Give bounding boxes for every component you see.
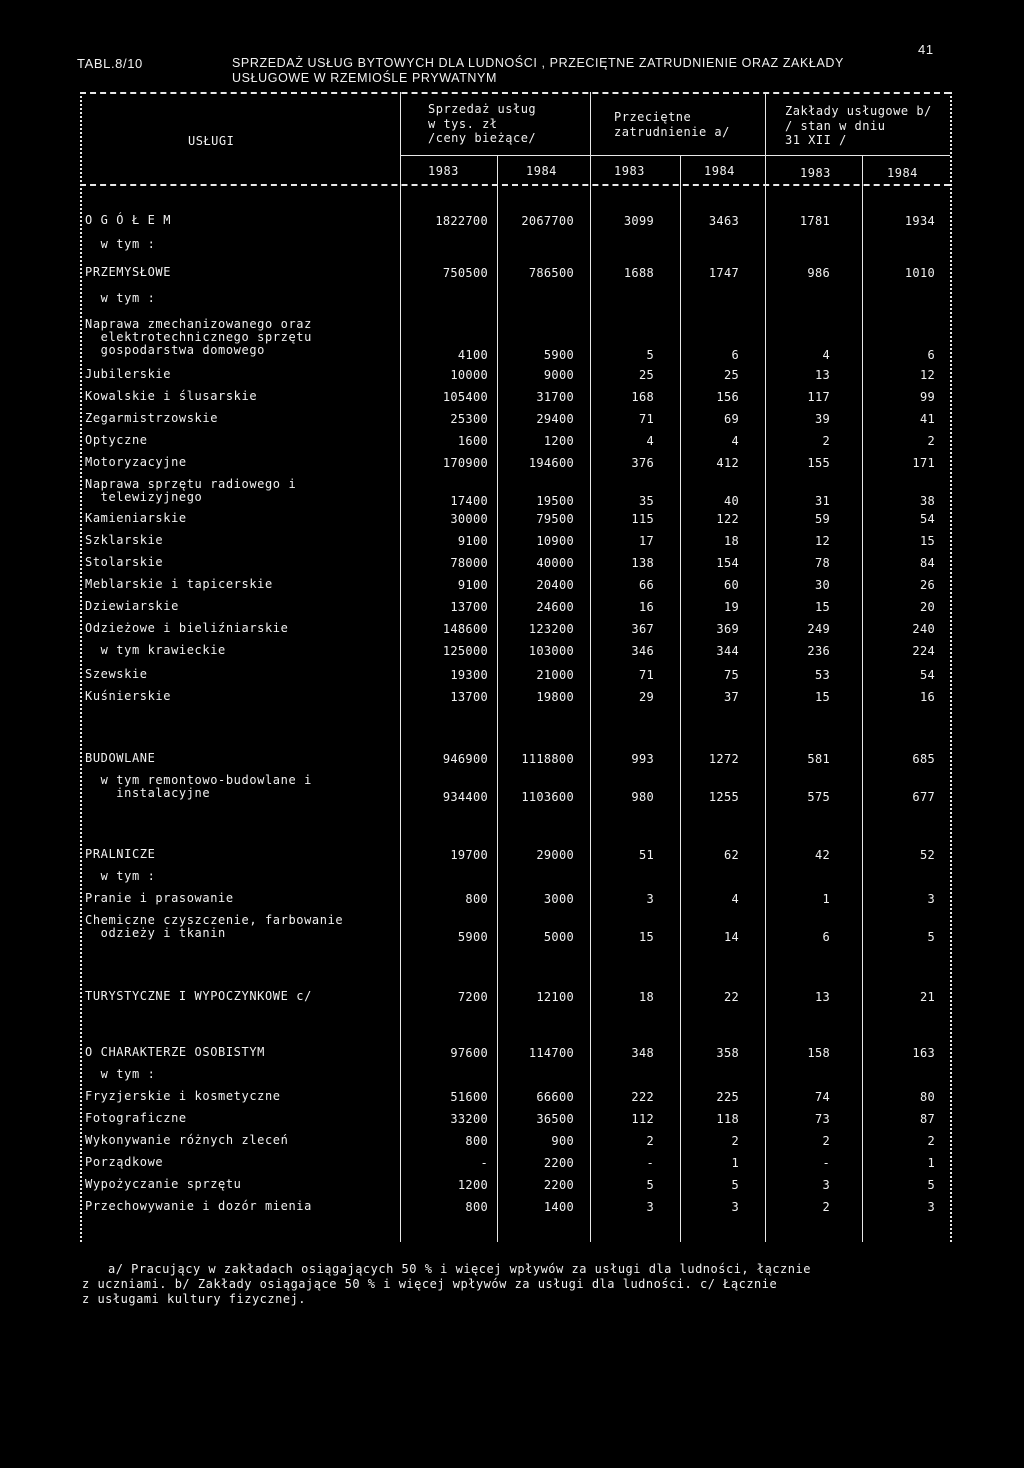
table-cell: 38 <box>919 494 935 508</box>
table-cell: 51 <box>638 848 654 862</box>
table-cell: 54 <box>919 512 935 526</box>
table-title-line1: SPRZEDAŻ USŁUG BYTOWYCH DLA LUDNOŚCI , PRZECIĘTNE ZATRUDNIENIE ORAZ ZAKŁADY <box>232 56 844 70</box>
table-cell: 222 <box>631 1090 654 1104</box>
table-cell: 1688 <box>623 266 654 280</box>
table-cell: 1010 <box>904 266 935 280</box>
table-cell: 900 <box>551 1134 574 1148</box>
table-cell: 69 <box>723 412 739 426</box>
table-cell: 117 <box>807 390 830 404</box>
table-cell: 5 <box>646 1178 654 1192</box>
year-header: 1983 <box>428 164 459 178</box>
year-header: 1984 <box>526 164 557 178</box>
table-cell: 1400 <box>543 1200 574 1214</box>
table-cell: 786500 <box>528 266 574 280</box>
row-label: Pranie i prasowanie <box>85 891 234 905</box>
table-cell: 26 <box>919 578 935 592</box>
table-cell: 3 <box>927 1200 935 1214</box>
year-header: 1983 <box>800 166 831 180</box>
table-cell: 2 <box>927 434 935 448</box>
table-cell: 3463 <box>708 214 739 228</box>
table-cell: 9100 <box>457 578 488 592</box>
table-cell: 156 <box>716 390 739 404</box>
table-cell: 4 <box>822 348 830 362</box>
table-cell: 1103600 <box>521 790 574 804</box>
table-cell: - <box>646 1156 654 1170</box>
table-cell: 158 <box>807 1046 830 1060</box>
table-cell: 62 <box>723 848 739 862</box>
table-cell: 53 <box>814 668 830 682</box>
table-cell: 115 <box>631 512 654 526</box>
table-cell: 236 <box>807 644 830 658</box>
table-cell: 17 <box>638 534 654 548</box>
table-cell: 13700 <box>450 690 488 704</box>
row-label: w tym : <box>85 291 156 305</box>
row-label: Szklarskie <box>85 533 164 547</box>
table-cell: 946900 <box>442 752 488 766</box>
table-right-border <box>950 92 952 1242</box>
table-cell: 59 <box>814 512 830 526</box>
employment-header-line1: Przeciętne <box>614 110 692 124</box>
table-cell: 13 <box>814 368 830 382</box>
table-cell: 4 <box>731 434 739 448</box>
table-cell: 4 <box>646 434 654 448</box>
table-cell: 36500 <box>536 1112 574 1126</box>
footnote-line2: z uczniami. b/ Zakłady osiągające 50 % i więcej wpływów za usługi dla ludności. c/ Łącznie <box>82 1277 778 1291</box>
table-cell: 84 <box>919 556 935 570</box>
table-cell: 1 <box>927 1156 935 1170</box>
plants-header-line1: Zakłady usługowe b/ <box>785 104 932 118</box>
row-label: w tym : <box>85 237 156 251</box>
table-cell: 9100 <box>457 534 488 548</box>
row-label: Fryzjerskie i kosmetyczne <box>85 1089 281 1103</box>
table-cell: 358 <box>716 1046 739 1060</box>
col-divider-5 <box>765 92 766 1242</box>
table-cell: 37 <box>723 690 739 704</box>
table-cell: 1747 <box>708 266 739 280</box>
table-cell: 12 <box>919 368 935 382</box>
table-cell: 25300 <box>450 412 488 426</box>
table-cell: 677 <box>912 790 935 804</box>
table-cell: 15 <box>919 534 935 548</box>
table-cell: 4 <box>731 892 739 906</box>
table-cell: 581 <box>807 752 830 766</box>
table-cell: 31 <box>814 494 830 508</box>
footnote-line1: a/ Pracujący w zakładach osiągających 50 % i więcej wpływów za usługi dla ludności, łącznie <box>108 1262 811 1276</box>
table-cell: 5 <box>646 348 654 362</box>
table-cell: 71 <box>638 412 654 426</box>
col-divider-3 <box>590 92 591 1242</box>
row-label: PRZEMYSŁOWE <box>85 265 172 279</box>
table-cell: 800 <box>465 1200 488 1214</box>
row-label: Stolarskie <box>85 555 164 569</box>
row-label: Kuśnierskie <box>85 689 172 703</box>
table-cell: 800 <box>465 892 488 906</box>
table-cell: 78000 <box>450 556 488 570</box>
table-cell: 3099 <box>623 214 654 228</box>
table-cell: 348 <box>631 1046 654 1060</box>
header-bottom-border <box>80 184 950 186</box>
row-label: Optyczne <box>85 433 148 447</box>
table-cell: 103000 <box>528 644 574 658</box>
table-cell: 2 <box>646 1134 654 1148</box>
table-cell: 5900 <box>457 930 488 944</box>
table-cell: 3 <box>927 892 935 906</box>
table-cell: 2200 <box>543 1156 574 1170</box>
table-cell: 5900 <box>543 348 574 362</box>
table-cell: 4100 <box>457 348 488 362</box>
row-label: Wypożyczanie sprzętu <box>85 1177 242 1191</box>
row-label: O CHARAKTERZE OSOBISTYM <box>85 1045 265 1059</box>
row-label: w tym : <box>85 1067 156 1081</box>
table-cell: 376 <box>631 456 654 470</box>
table-cell: 40000 <box>536 556 574 570</box>
row-label: Kowalskie i ślusarskie <box>85 389 258 403</box>
table-cell: 66 <box>638 578 654 592</box>
table-cell: 5 <box>731 1178 739 1192</box>
table-cell: 3 <box>646 892 654 906</box>
table-cell: 25 <box>638 368 654 382</box>
row-label: Jubilerskie <box>85 367 172 381</box>
row-label: Motoryzacyjne <box>85 455 187 469</box>
table-cell: 1781 <box>799 214 830 228</box>
table-title-line2: USŁUGOWE W RZEMIOŚLE PRYWATNYM <box>232 71 498 85</box>
table-cell: 74 <box>814 1090 830 1104</box>
row-label: O G Ó Ł E M <box>85 213 172 227</box>
table-cell: 194600 <box>528 456 574 470</box>
table-cell: 225 <box>716 1090 739 1104</box>
table-cell: 40 <box>723 494 739 508</box>
table-cell: 105400 <box>442 390 488 404</box>
table-cell: 31700 <box>536 390 574 404</box>
year-divider <box>400 155 950 156</box>
table-cell: 29 <box>638 690 654 704</box>
table-cell: 5000 <box>543 930 574 944</box>
table-cell: 19300 <box>450 668 488 682</box>
table-cell: 575 <box>807 790 830 804</box>
employment-header-line2: zatrudnienie a/ <box>614 125 730 139</box>
table-cell: 148600 <box>442 622 488 636</box>
row-label: Porządkowe <box>85 1155 164 1169</box>
table-cell: 30000 <box>450 512 488 526</box>
page-number: 41 <box>918 42 934 57</box>
table-cell: 29000 <box>536 848 574 862</box>
table-cell: 224 <box>912 644 935 658</box>
table-cell: 154 <box>716 556 739 570</box>
table-cell: 15 <box>638 930 654 944</box>
table-cell: 1272 <box>708 752 739 766</box>
row-label: TURYSTYCZNE I WYPOCZYNKOWE c/ <box>85 989 312 1003</box>
table-cell: 934400 <box>442 790 488 804</box>
row-label: Naprawa sprzętu radiowego i telewizyjnego <box>85 477 297 504</box>
table-cell: 19800 <box>536 690 574 704</box>
table-cell: 41 <box>919 412 935 426</box>
table-cell: 1822700 <box>435 214 488 228</box>
table-cell: 79500 <box>536 512 574 526</box>
table-cell: 17400 <box>450 494 488 508</box>
table-cell: 750500 <box>442 266 488 280</box>
table-cell: 125000 <box>442 644 488 658</box>
table-cell: 170900 <box>442 456 488 470</box>
table-cell: 5 <box>927 1178 935 1192</box>
services-column-header: USŁUGI <box>188 134 235 148</box>
table-cell: 20 <box>919 600 935 614</box>
table-number: TABL.8/10 <box>77 56 143 71</box>
table-cell: 118 <box>716 1112 739 1126</box>
table-cell: 5 <box>927 930 935 944</box>
row-label: Naprawa zmechanizowanego oraz elektrotechnicznego sprzętu gospodarstwa domowego <box>85 317 312 357</box>
table-cell: 123200 <box>528 622 574 636</box>
table-cell: 19500 <box>536 494 574 508</box>
table-cell: 2200 <box>543 1178 574 1192</box>
table-cell: 25 <box>723 368 739 382</box>
row-label: Meblarskie i tapicerskie <box>85 577 273 591</box>
table-cell: 18 <box>723 534 739 548</box>
row-label: w tym remontowo-budowlane i instalacyjne <box>100 773 312 800</box>
row-label: Szewskie <box>85 667 148 681</box>
sales-header-line1: Sprzedaż usług <box>428 102 537 116</box>
table-cell: 66600 <box>536 1090 574 1104</box>
table-cell: 51600 <box>450 1090 488 1104</box>
table-cell: 369 <box>716 622 739 636</box>
table-cell: 2 <box>822 434 830 448</box>
table-cell: - <box>822 1156 830 1170</box>
table-cell: 13 <box>814 990 830 1004</box>
table-cell: 14 <box>723 930 739 944</box>
table-cell: 12 <box>814 534 830 548</box>
row-label: BUDOWLANE <box>85 751 156 765</box>
table-cell: 6 <box>731 348 739 362</box>
table-cell: 22 <box>723 990 739 1004</box>
table-cell: 16 <box>638 600 654 614</box>
row-label: Fotograficzne <box>85 1111 187 1125</box>
year-header: 1984 <box>887 166 918 180</box>
table-cell: 1118800 <box>521 752 574 766</box>
row-label: Dziewiarskie <box>85 599 179 613</box>
table-cell: 24600 <box>536 600 574 614</box>
table-cell: 54 <box>919 668 935 682</box>
table-cell: 52 <box>919 848 935 862</box>
table-cell: 29400 <box>536 412 574 426</box>
table-cell: 993 <box>631 752 654 766</box>
table-cell: 2 <box>822 1134 830 1148</box>
table-cell: 6 <box>927 348 935 362</box>
col-divider-1 <box>400 92 401 1242</box>
table-top-border <box>80 92 950 94</box>
sales-header-line2: w tys. zł <box>428 117 498 131</box>
table-cell: 10900 <box>536 534 574 548</box>
table-cell: 71 <box>638 668 654 682</box>
table-cell: 33200 <box>450 1112 488 1126</box>
year-header: 1984 <box>704 164 735 178</box>
table-cell: 7200 <box>457 990 488 1004</box>
table-cell: 1 <box>822 892 830 906</box>
table-cell: 1255 <box>708 790 739 804</box>
table-cell: 1934 <box>904 214 935 228</box>
row-label: Chemiczne czyszczenie, farbowanie odzieży i tkanin <box>85 913 344 940</box>
table-cell: 1 <box>731 1156 739 1170</box>
sales-header-line3: /ceny bieżące/ <box>428 131 537 145</box>
table-cell: 21 <box>919 990 935 1004</box>
row-label: Odzieżowe i bieliźniarskie <box>85 621 289 635</box>
table-cell: 249 <box>807 622 830 636</box>
table-cell: 16 <box>919 690 935 704</box>
table-cell: 3 <box>822 1178 830 1192</box>
table-cell: 39 <box>814 412 830 426</box>
table-cell: 10000 <box>450 368 488 382</box>
table-cell: 15 <box>814 690 830 704</box>
row-label: Wykonywanie różnych zleceń <box>85 1133 289 1147</box>
row-label: w tym : <box>85 869 156 883</box>
table-cell: 6 <box>822 930 830 944</box>
table-cell: 1200 <box>543 434 574 448</box>
table-cell: 19700 <box>450 848 488 862</box>
table-cell: 2 <box>731 1134 739 1148</box>
table-cell: - <box>480 1156 488 1170</box>
row-label: Przechowywanie i dozór mienia <box>85 1199 312 1213</box>
table-cell: 685 <box>912 752 935 766</box>
plants-header-line3: 31 XII / <box>785 133 847 147</box>
table-cell: 12100 <box>536 990 574 1004</box>
table-cell: 9000 <box>543 368 574 382</box>
table-cell: 3000 <box>543 892 574 906</box>
table-cell: 168 <box>631 390 654 404</box>
table-cell: 171 <box>912 456 935 470</box>
table-cell: 163 <box>912 1046 935 1060</box>
table-cell: 18 <box>638 990 654 1004</box>
table-cell: 97600 <box>450 1046 488 1060</box>
table-cell: 21000 <box>536 668 574 682</box>
row-label: Kamieniarskie <box>85 511 187 525</box>
table-cell: 75 <box>723 668 739 682</box>
table-cell: 980 <box>631 790 654 804</box>
table-cell: 15 <box>814 600 830 614</box>
table-cell: 240 <box>912 622 935 636</box>
table-cell: 30 <box>814 578 830 592</box>
table-cell: 122 <box>716 512 739 526</box>
row-label: Zegarmistrzowskie <box>85 411 219 425</box>
table-cell: 78 <box>814 556 830 570</box>
table-cell: 344 <box>716 644 739 658</box>
table-cell: 138 <box>631 556 654 570</box>
table-cell: 155 <box>807 456 830 470</box>
table-cell: 114700 <box>528 1046 574 1060</box>
table-cell: 13700 <box>450 600 488 614</box>
table-cell: 1600 <box>457 434 488 448</box>
table-cell: 60 <box>723 578 739 592</box>
table-cell: 346 <box>631 644 654 658</box>
table-cell: 19 <box>723 600 739 614</box>
table-cell: 112 <box>631 1112 654 1126</box>
table-cell: 2 <box>822 1200 830 1214</box>
table-cell: 80 <box>919 1090 935 1104</box>
year-header: 1983 <box>614 164 645 178</box>
row-label: w tym krawieckie <box>85 643 226 657</box>
table-cell: 412 <box>716 456 739 470</box>
table-left-border <box>80 92 82 1242</box>
table-cell: 367 <box>631 622 654 636</box>
table-cell: 1200 <box>457 1178 488 1192</box>
table-cell: 73 <box>814 1112 830 1126</box>
row-label: PRALNICZE <box>85 847 156 861</box>
footnote-line3: z usługami kultury fizycznej. <box>82 1292 307 1306</box>
table-cell: 986 <box>807 266 830 280</box>
table-cell: 99 <box>919 390 935 404</box>
plants-header-line2: / stan w dniu <box>785 119 886 133</box>
table-cell: 20400 <box>536 578 574 592</box>
table-cell: 3 <box>731 1200 739 1214</box>
table-cell: 2 <box>927 1134 935 1148</box>
table-cell: 2067700 <box>521 214 574 228</box>
table-cell: 87 <box>919 1112 935 1126</box>
table-cell: 800 <box>465 1134 488 1148</box>
table-cell: 42 <box>814 848 830 862</box>
table-cell: 35 <box>638 494 654 508</box>
table-cell: 3 <box>646 1200 654 1214</box>
